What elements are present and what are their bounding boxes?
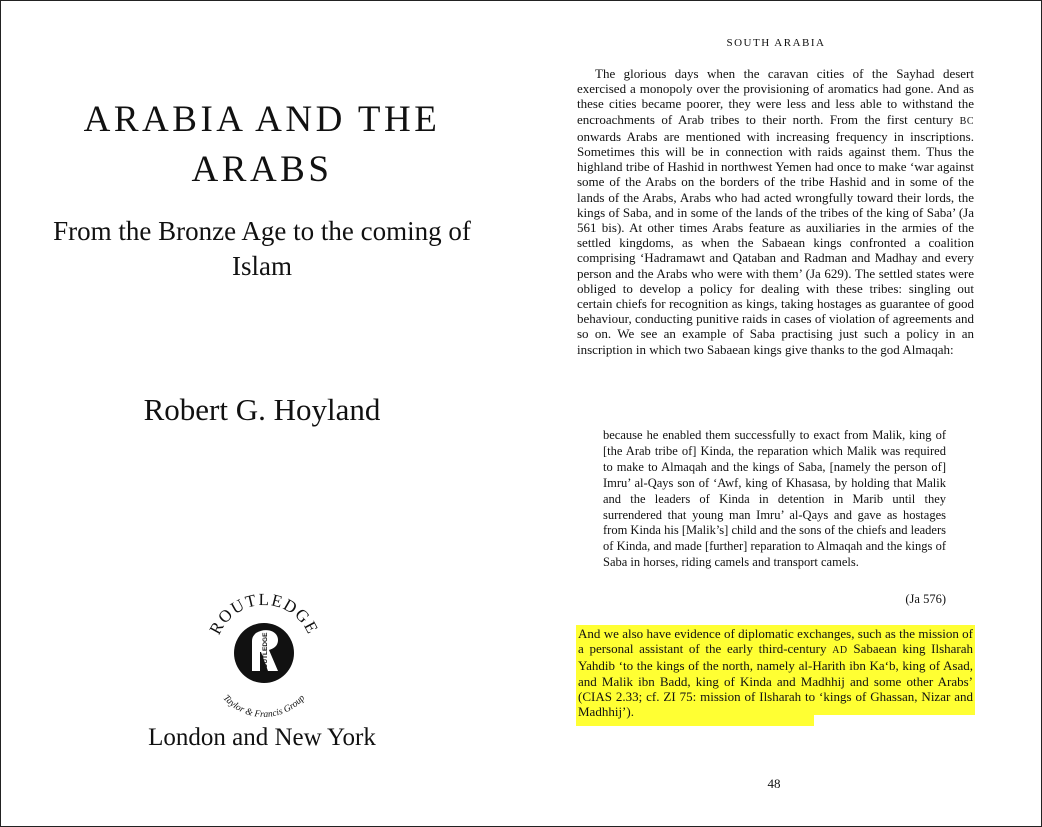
svg-text:Taylor & Francis Group <box>221 693 308 720</box>
running-head: SOUTH ARABIA <box>726 37 826 49</box>
title-page <box>0 0 520 827</box>
era-abbreviation: AD <box>832 645 848 657</box>
paragraph-text: The glorious days when the caravan cities of the Sayhad desert exercised a monopoly over the provisioning of aromatics had gone. And as these cities became poorer, they were less and less able to withstand the encroachments of Arab tribes to their north. From the first century <box>577 66 974 127</box>
book-subtitle: From the Bronze Age to the coming of Islam <box>53 216 471 281</box>
paragraph-text: And we also have evidence of diplomatic exchanges, such as the mission of a personal assistant of the early third-century <box>578 626 973 657</box>
routledge-logo-icon <box>194 583 334 723</box>
citation: (Ja 576) <box>905 592 946 606</box>
book-author: Robert G. Hoyland <box>143 392 381 427</box>
logo-center-text: ROUTLEDGE <box>262 632 269 674</box>
routledge-logo <box>194 583 334 723</box>
book-title: ARABIA AND THE ARABS <box>83 99 441 190</box>
paragraph-text: onwards Arabs are mentioned with increasing frequency in inscriptions. Sometimes this will be in connection with raids against them. Thus the highland tribe of Hashid in northwest Yemen had once to make ‘war against some of the Arabs on the borders of the tribe Hashid and in some of the lands of the Arabs, Arabs who had acted wrongfully toward their lords, the kings of Saba, and in some of the lands of the tribes of the king of Saba’ (Ja 561 bis). At other times Arabs feature as auxiliaries in the armies of the settled kingdoms, as when the Sabaean kings confronted a coalition comprising ‘Hadramawt and Qataban and Radman and Madhay and every person and the Arabs who were with them’ (Ja 629). The settled states were obliged to develop a policy for dealing with these tribes: singling out certain chiefs for recognition as kings, taking hostages as guarantee of good behaviour, conducting punitive raids in cases of violation of agreements and so on. We see an example of Saba practising just such a policy in an inscription in which two Sabaean kings give thanks to the god Almaqah: <box>577 128 974 357</box>
logo-ring-text: ROUTLEDGE <box>205 589 323 638</box>
paragraph-text: Sabaean king Ilsharah Yahdib ‘to the kings of the north, namely al-Harith ibn Ka‘b, king of Asad, and Malik ibn Badd, king of Kinda and Madhhij and some other Arabs’ (CIAS 2.33; cf. ZI 75: mission of Ilsharah to ‘kings of Ghassan, Nizar and Madhhij’). <box>578 641 973 720</box>
body-paragraph <box>578 626 973 719</box>
block-quote: because he enabled them successfully to exact from Malik, king of [the Arab tribe of] Kinda, the reparation which Malik was required to make to Almaqah and the kings of Saba, [namely the person of] Imru’ al-Qays son of ‘Awf, king of Khasasa, by holding that Malik and the leaders of Kinda in detention in Marib until they surrendered that young man Imru’ al-Qays and gave as hostages from Kinda his [Malik’s] child and the sons of the chiefs and leaders of Kinda, and made [further] reparation to Almaqah and the kings of Saba in horses, riding camels and transport camels. <box>603 428 946 570</box>
publisher-place: London and New York <box>148 724 376 751</box>
highlighted-paragraph <box>576 625 975 726</box>
page-number: 48 <box>767 776 781 791</box>
body-paragraph <box>577 66 974 357</box>
era-abbreviation: BC <box>959 115 974 127</box>
text-page <box>520 0 1042 827</box>
logo-bottom-text: Taylor & Francis Group <box>220 693 308 721</box>
